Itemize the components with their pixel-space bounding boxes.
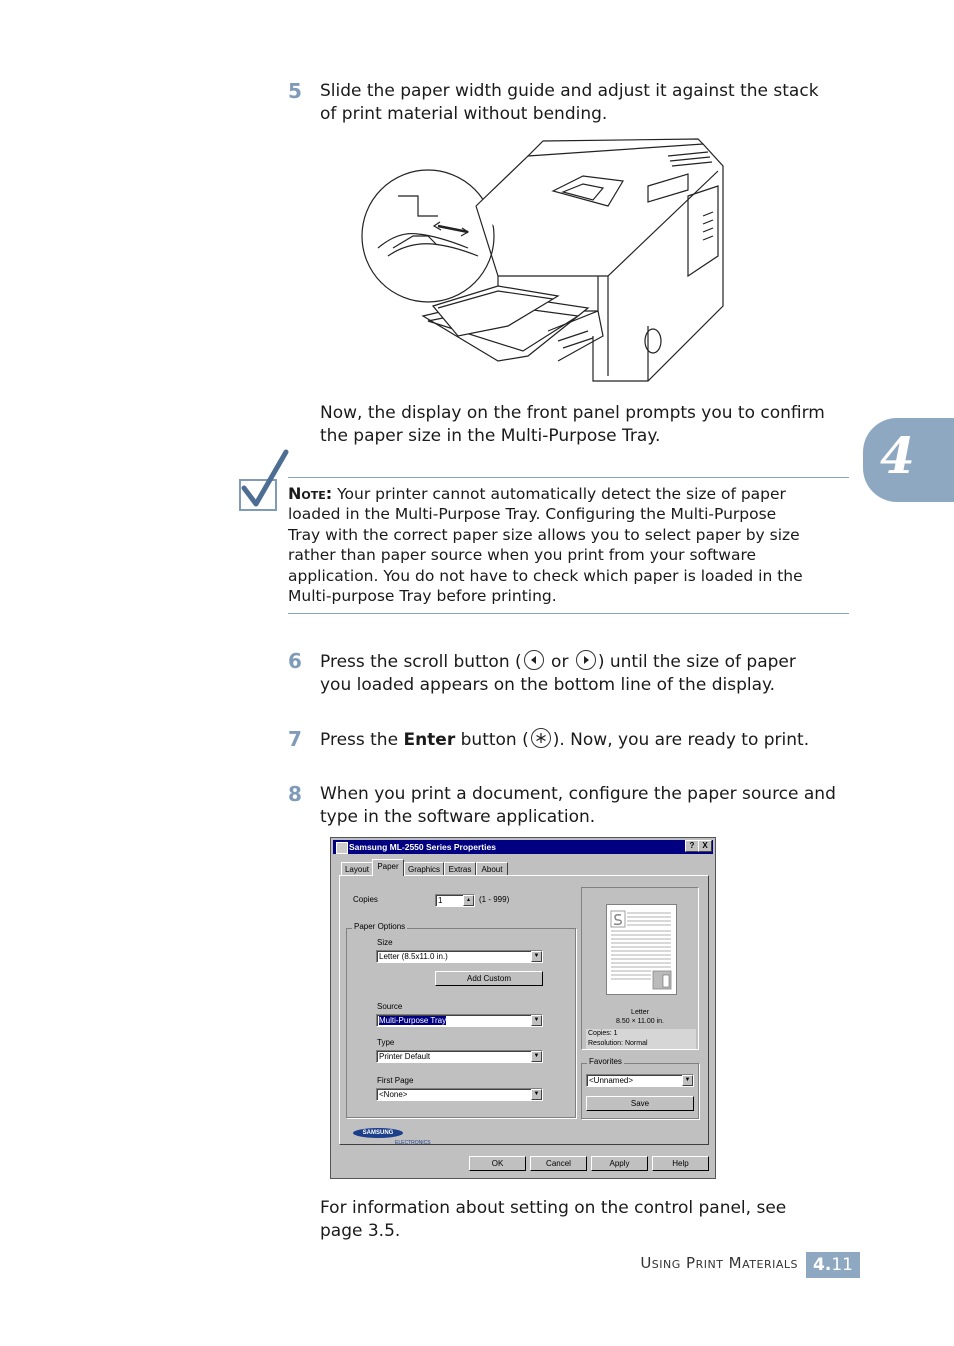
chevron-down-icon[interactable]: ▼: [531, 1051, 542, 1062]
chapter-number: 4: [880, 426, 915, 485]
step-number-6: 6: [288, 649, 302, 673]
control-panel-reference: [320, 1197, 786, 1243]
reference-line-1: For information about setting on the control panel, see: [320, 1198, 787, 1218]
step-6-line-2: you loaded appears on the bottom line of the display.: [320, 675, 776, 695]
scroll-right-icon: [576, 650, 596, 670]
step-7-post-1: button (: [455, 730, 529, 750]
source-value: Multi-Purpose Tray: [379, 1016, 447, 1025]
help-title-button[interactable]: ?: [685, 840, 699, 852]
step-5-line-2: of print material without bending.: [320, 104, 608, 124]
tab-graphics[interactable]: Graphics: [404, 862, 444, 876]
copies-label: Copies: [353, 895, 378, 904]
paper-preview-box: [581, 887, 699, 1050]
step-5-line-1: Slide the paper width guide and adjust it against the stack: [320, 81, 819, 101]
preview-copies: Copies: 1: [586, 1029, 696, 1039]
apply-button[interactable]: Apply: [591, 1156, 648, 1171]
printer-properties-dialog: [330, 837, 716, 1179]
footer-section-title: Using Print Materials: [640, 1254, 798, 1272]
step-6-text: [320, 650, 796, 697]
type-value: Printer Default: [379, 1052, 431, 1061]
ok-button[interactable]: OK: [469, 1156, 526, 1171]
first-page-select[interactable]: [376, 1088, 543, 1101]
step-8-line-2: type in the software application.: [320, 807, 596, 827]
size-label: Size: [377, 938, 393, 947]
first-page-label: First Page: [377, 1076, 414, 1085]
first-page-value: <None>: [379, 1090, 408, 1099]
step-7-pre: Press the: [320, 730, 404, 750]
chevron-down-icon[interactable]: ▼: [531, 951, 542, 962]
dialog-title-bar: [333, 840, 713, 854]
tab-layout[interactable]: Layout: [341, 862, 373, 876]
copies-range: (1 - 999): [479, 895, 510, 904]
step-8-text: [320, 783, 836, 829]
favorites-label: Favorites: [589, 1057, 622, 1066]
close-title-button[interactable]: X: [698, 840, 712, 852]
step-5-text: [320, 80, 819, 126]
step-number-7: 7: [288, 727, 302, 751]
printer-mp-tray-illustration: [358, 136, 728, 386]
spinner-arrows-icon[interactable]: ▴: [463, 895, 474, 906]
chevron-down-icon[interactable]: ▼: [531, 1089, 542, 1100]
note-line-5: application. You do not have to check which paper is loaded in the: [288, 566, 803, 585]
note-line-3: Tray with the correct paper size allows you to select paper by size: [288, 525, 800, 544]
document-page-icon: [607, 905, 676, 994]
tab-extras[interactable]: Extras: [444, 862, 476, 876]
type-label: Type: [377, 1038, 395, 1047]
note-top-rule: [288, 477, 849, 478]
step-6-mid: or: [545, 652, 574, 672]
step-6-pre: Press the scroll button (: [320, 652, 522, 672]
size-select[interactable]: [376, 950, 543, 963]
reference-line-2: page 3.5.: [320, 1221, 401, 1241]
samsung-logo: SAMSUNG: [353, 1128, 403, 1138]
note-bottom-rule: [288, 613, 849, 614]
size-value: Letter (8.5x11.0 in.): [379, 952, 448, 961]
add-custom-button[interactable]: Add Custom: [435, 971, 543, 986]
save-favorite-button[interactable]: Save: [586, 1096, 694, 1111]
chevron-down-icon[interactable]: ▼: [682, 1075, 693, 1086]
step-7-text: [320, 728, 809, 752]
cancel-button[interactable]: Cancel: [530, 1156, 587, 1171]
preview-paper-size: 8.50 × 11.00 in.: [616, 1018, 664, 1025]
copies-spinner[interactable]: [435, 894, 475, 907]
page-major: 4.: [813, 1255, 832, 1275]
favorites-select[interactable]: [586, 1074, 694, 1087]
copies-value: 1: [438, 896, 443, 905]
display-prompt-text: [320, 402, 825, 448]
preview-resolution: Resolution: Normal: [586, 1039, 696, 1049]
enter-button-icon: [531, 728, 551, 748]
note-line-1: Your printer cannot automatically detect the size of paper: [332, 485, 786, 503]
source-select[interactable]: [376, 1014, 543, 1027]
tab-paper[interactable]: Paper: [372, 859, 404, 876]
chevron-down-icon[interactable]: ▼: [531, 1015, 542, 1026]
note-line-6: Multi-purpose Tray before printing.: [288, 587, 557, 606]
page-minor: 11: [831, 1255, 853, 1275]
dialog-title: Samsung ML-2550 Series Properties: [349, 842, 496, 852]
step-8-line-1: When you print a document, configure the paper source and: [320, 784, 836, 804]
note-line-2: loaded in the Multi-Purpose Tray. Configuring the Multi-Purpose: [288, 505, 777, 524]
note-label: Note:: [288, 484, 333, 503]
step-7-enter: Enter: [403, 730, 456, 750]
step-number-5: 5: [288, 79, 302, 103]
type-select[interactable]: [376, 1050, 543, 1063]
paper-options-label: Paper Options: [354, 922, 406, 931]
step-number-8: 8: [288, 782, 302, 806]
step-6-post: ) until the size of paper: [597, 652, 796, 672]
display-prompt-line-1: Now, the display on the front panel prompts you to confirm: [320, 403, 825, 423]
samsung-electronics-text: ELECTRONICS: [395, 1140, 431, 1146]
help-button[interactable]: Help: [652, 1156, 709, 1171]
tab-about[interactable]: About: [476, 862, 508, 876]
checkmark-note-icon: [238, 448, 290, 514]
step-7-post-2: ). Now, you are ready to print.: [552, 730, 810, 750]
page-number-badge: [806, 1252, 860, 1278]
preview-paper-name: Letter: [631, 1009, 649, 1016]
page-preview: [606, 904, 677, 995]
source-label: Source: [377, 1002, 403, 1011]
display-prompt-line-2: the paper size in the Multi-Purpose Tray.: [320, 426, 661, 446]
note-block: [288, 484, 850, 606]
scroll-left-icon: [524, 650, 544, 670]
printer-icon: [336, 842, 348, 854]
note-line-4: rather than paper source when you print from your software: [288, 546, 757, 565]
favorites-value: <Unnamed>: [589, 1076, 634, 1085]
